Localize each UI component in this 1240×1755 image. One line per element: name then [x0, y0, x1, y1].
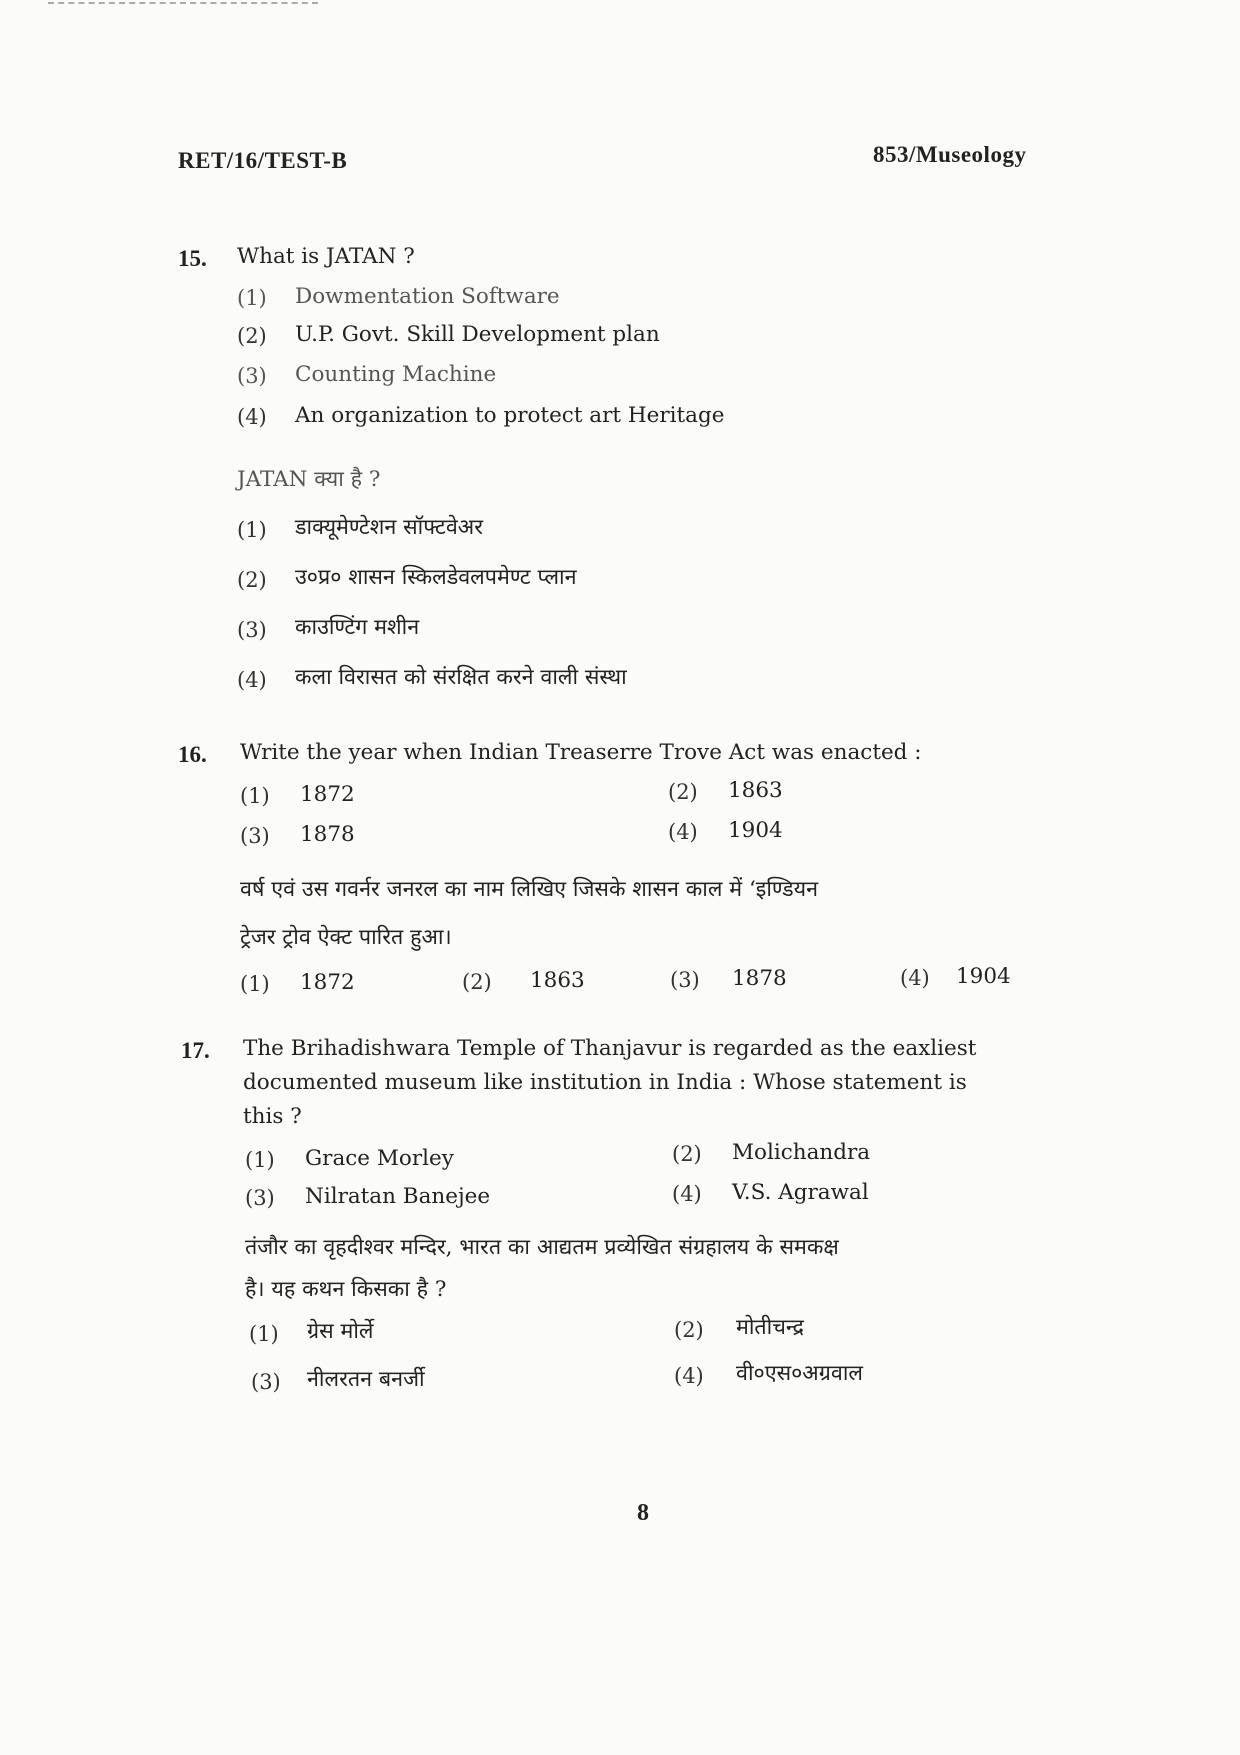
option-text: Molichandra: [732, 1140, 871, 1165]
option-number: (3): [245, 1186, 275, 1210]
question-text-en: The Brihadishwara Temple of Thanjavur is regarded as the eaxliest: [243, 1036, 977, 1061]
option-number: (3): [237, 618, 267, 642]
option-text: 1863: [728, 778, 783, 803]
option-number: (3): [240, 824, 270, 848]
question-text-en: Write the year when Indian Treaserre Trove Act was enacted :: [240, 740, 922, 765]
option-text: मोतीचन्द्र: [736, 1315, 804, 1340]
option-text: Grace Morley: [305, 1146, 454, 1171]
option-text: 1878: [732, 966, 787, 991]
question-text-hi: तंजौर का वृहदीश्वर मन्दिर, भारत का आद्यतम प्रव्येखित संग्रहालय के समकक्ष: [245, 1235, 839, 1260]
option-text: U.P. Govt. Skill Development plan: [295, 322, 660, 347]
option-text: V.S. Agrawal: [732, 1180, 869, 1205]
option-number: (3): [251, 1370, 281, 1394]
option-number: (1): [237, 286, 267, 310]
option-number: (1): [237, 518, 267, 542]
question-number: 17.: [181, 1038, 210, 1063]
option-number: (4): [900, 966, 930, 990]
scan-artifact: [48, 2, 318, 8]
option-text: नीलरतन बनर्जी: [307, 1367, 425, 1392]
option-number: (4): [237, 405, 267, 429]
option-text: उ०प्र० शासन स्किलडेवलपमेण्ट प्लान: [295, 565, 577, 590]
option-text: Counting Machine: [295, 362, 497, 387]
question-text-hi: ट्रेजर ट्रोव ऐक्ट पारित हुआ।: [240, 925, 452, 950]
option-text: काउण्टिंग मशीन: [295, 615, 420, 640]
option-number: (1): [249, 1322, 279, 1346]
option-text: 1904: [956, 964, 1011, 989]
option-number: (3): [670, 968, 700, 992]
question-text-hi: है। यह कथन किसका है ?: [245, 1277, 447, 1302]
question-text-en: this ?: [243, 1104, 302, 1129]
question-number: 16.: [178, 742, 207, 767]
option-number: (3): [237, 364, 267, 388]
question-text-en: documented museum like institution in India : Whose statement is: [243, 1070, 967, 1095]
option-number: (1): [240, 784, 270, 808]
option-text: 1872: [300, 970, 355, 995]
paper-code: RET/16/TEST-B: [178, 148, 348, 173]
option-text: 1863: [530, 968, 585, 993]
option-number: (2): [462, 970, 492, 994]
option-text: 1878: [300, 822, 355, 847]
option-number: (2): [237, 568, 267, 592]
option-text: 1872: [300, 782, 355, 807]
option-number: (2): [668, 780, 698, 804]
option-number: (1): [245, 1148, 275, 1172]
option-text: 1904: [728, 818, 783, 843]
option-text: कला विरासत को संरक्षित करने वाली संस्था: [295, 665, 627, 690]
option-number: (1): [240, 972, 270, 996]
option-number: (2): [237, 324, 267, 348]
option-text: An organization to protect art Heritage: [295, 403, 725, 428]
question-text-hi: JATAN क्या है ?: [237, 467, 381, 492]
option-number: (4): [672, 1182, 702, 1206]
subject-code: 853/Museology: [873, 142, 1027, 167]
page-number: 8: [637, 1500, 649, 1526]
option-number: (4): [668, 820, 698, 844]
question-text-en: What is JATAN ?: [237, 244, 415, 269]
option-number: (2): [674, 1318, 704, 1342]
question-number: 15.: [178, 246, 207, 271]
option-text: डाक्यूमेण्टेशन सॉफ्टवेअर: [295, 515, 483, 540]
option-text: Dowmentation Software: [295, 284, 560, 309]
question-text-hi: वर्ष एवं उस गवर्नर जनरल का नाम लिखिए जिसके शासन काल में ‘इण्डियन: [240, 877, 819, 902]
option-text: वी०एस०अग्रवाल: [736, 1361, 863, 1386]
option-text: ग्रेस मोर्ले: [307, 1319, 374, 1344]
option-number: (2): [672, 1142, 702, 1166]
option-text: Nilratan Banejee: [305, 1184, 491, 1209]
option-number: (4): [674, 1364, 704, 1388]
option-number: (4): [237, 668, 267, 692]
